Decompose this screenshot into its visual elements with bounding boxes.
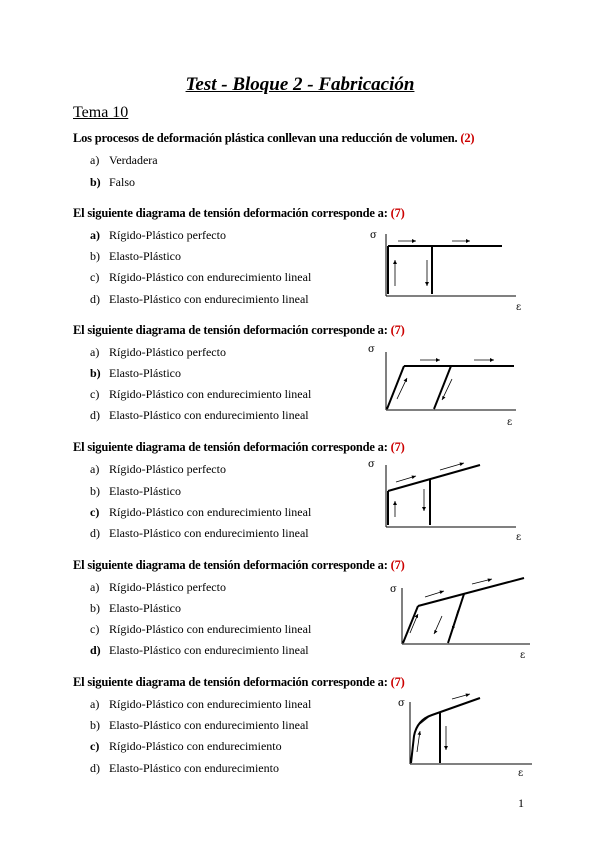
question-3-option-b[interactable]: b) Elasto-Plástico: [90, 366, 181, 380]
strain-axis-label: ε: [516, 532, 522, 543]
question-4: [73, 440, 405, 455]
elastic-loading-line: [387, 366, 404, 409]
question-1-option-a[interactable]: a) Verdadera: [90, 153, 158, 167]
hardening-line: [388, 465, 480, 491]
question-2: [73, 206, 405, 221]
question-5-points: (7): [390, 558, 405, 572]
question-4-prompt: El siguiente diagrama de tensión deformación corresponde a:: [73, 440, 388, 454]
question-6: [73, 675, 405, 690]
stress-axis-label: σ: [370, 230, 377, 241]
question-3: [73, 323, 405, 338]
question-4-option-a[interactable]: a) Rígido-Plástico perfecto: [90, 462, 226, 476]
question-3-option-c[interactable]: c) Rígido-Plástico con endurecimiento lineal: [90, 387, 312, 401]
stress-axis-label: σ: [398, 698, 405, 709]
elastic-loading-line: [403, 606, 418, 643]
strain-axis-label: ε: [507, 417, 513, 428]
question-4-option-d[interactable]: d) Elasto-Plástico con endurecimiento lineal: [90, 526, 309, 540]
question-1-prompt: Los procesos de deformación plástica conllevan una reducción de volumen.: [73, 131, 458, 145]
question-2-option-b[interactable]: b) Elasto-Plástico: [90, 249, 181, 263]
question-3-points: (7): [390, 323, 405, 337]
hardening-curve: [411, 698, 480, 763]
question-5-option-a[interactable]: a) Rígido-Plástico perfecto: [90, 580, 226, 594]
diagram-elasto-plastic: [366, 340, 536, 430]
question-5: [73, 558, 405, 573]
page-number: 1: [518, 796, 524, 810]
question-6-prompt: El siguiente diagrama de tensión deformación corresponde a:: [73, 675, 388, 689]
question-4-points: (7): [390, 440, 405, 454]
page-title: Test - Bloque 2 - Fabricación: [185, 74, 415, 95]
diagram-rigid-plastic-linear-hardening: [366, 455, 536, 545]
question-5-option-d[interactable]: d) Elasto-Plástico con endurecimiento lineal: [90, 643, 309, 657]
question-1: [73, 131, 474, 146]
question-3-option-a[interactable]: a) Rígido-Plástico perfecto: [90, 345, 226, 359]
question-6-option-d[interactable]: d) Elasto-Plástico con endurecimiento: [90, 761, 279, 775]
strain-axis-label: ε: [518, 768, 524, 779]
question-2-points: (7): [390, 206, 405, 220]
question-6-option-c[interactable]: c) Rígido-Plástico con endurecimiento: [90, 739, 282, 753]
question-2-option-c[interactable]: c) Rígido-Plástico con endurecimiento lineal: [90, 270, 312, 284]
strain-axis-label: ε: [520, 650, 526, 661]
diagram-rigid-plastic-perfect: [366, 224, 536, 314]
question-6-points: (7): [390, 675, 405, 689]
section-heading: Tema 10: [73, 104, 129, 121]
question-2-option-d[interactable]: d) Elasto-Plástico con endurecimiento lineal: [90, 292, 309, 306]
stress-axis-label: σ: [368, 459, 375, 470]
question-5-option-b[interactable]: b) Elasto-Plástico: [90, 601, 181, 615]
question-5-option-c[interactable]: c) Rígido-Plástico con endurecimiento lineal: [90, 622, 312, 636]
question-6-option-a[interactable]: a) Rígido-Plástico con endurecimiento lineal: [90, 697, 312, 711]
elastic-unloading-line: [448, 594, 464, 643]
question-3-prompt: El siguiente diagrama de tensión deformación corresponde a:: [73, 323, 388, 337]
question-6-option-b[interactable]: b) Elasto-Plástico con endurecimiento lineal: [90, 718, 309, 732]
question-4-option-b[interactable]: b) Elasto-Plástico: [90, 484, 181, 498]
stress-axis-label: σ: [368, 344, 375, 355]
diagram-elasto-plastic-hardening: [392, 686, 537, 780]
strain-axis-label: ε: [516, 302, 522, 313]
question-3-option-d[interactable]: d) Elasto-Plástico con endurecimiento lineal: [90, 408, 309, 422]
hardening-line: [418, 578, 524, 606]
question-1-option-b[interactable]: b) Falso: [90, 175, 136, 189]
question-2-prompt: El siguiente diagrama de tensión deformación corresponde a:: [73, 206, 388, 220]
question-5-prompt: El siguiente diagrama de tensión deformación corresponde a:: [73, 558, 388, 572]
diagram-elasto-plastic-linear-hardening: [380, 570, 540, 662]
stress-axis-label: σ: [390, 584, 397, 595]
question-2-option-a[interactable]: a) Rígido-Plástico perfecto: [90, 228, 226, 242]
elastic-unloading-line: [434, 366, 451, 409]
question-4-option-c[interactable]: c) Rígido-Plástico con endurecimiento lineal: [90, 505, 312, 519]
question-1-points: (2): [460, 131, 475, 145]
